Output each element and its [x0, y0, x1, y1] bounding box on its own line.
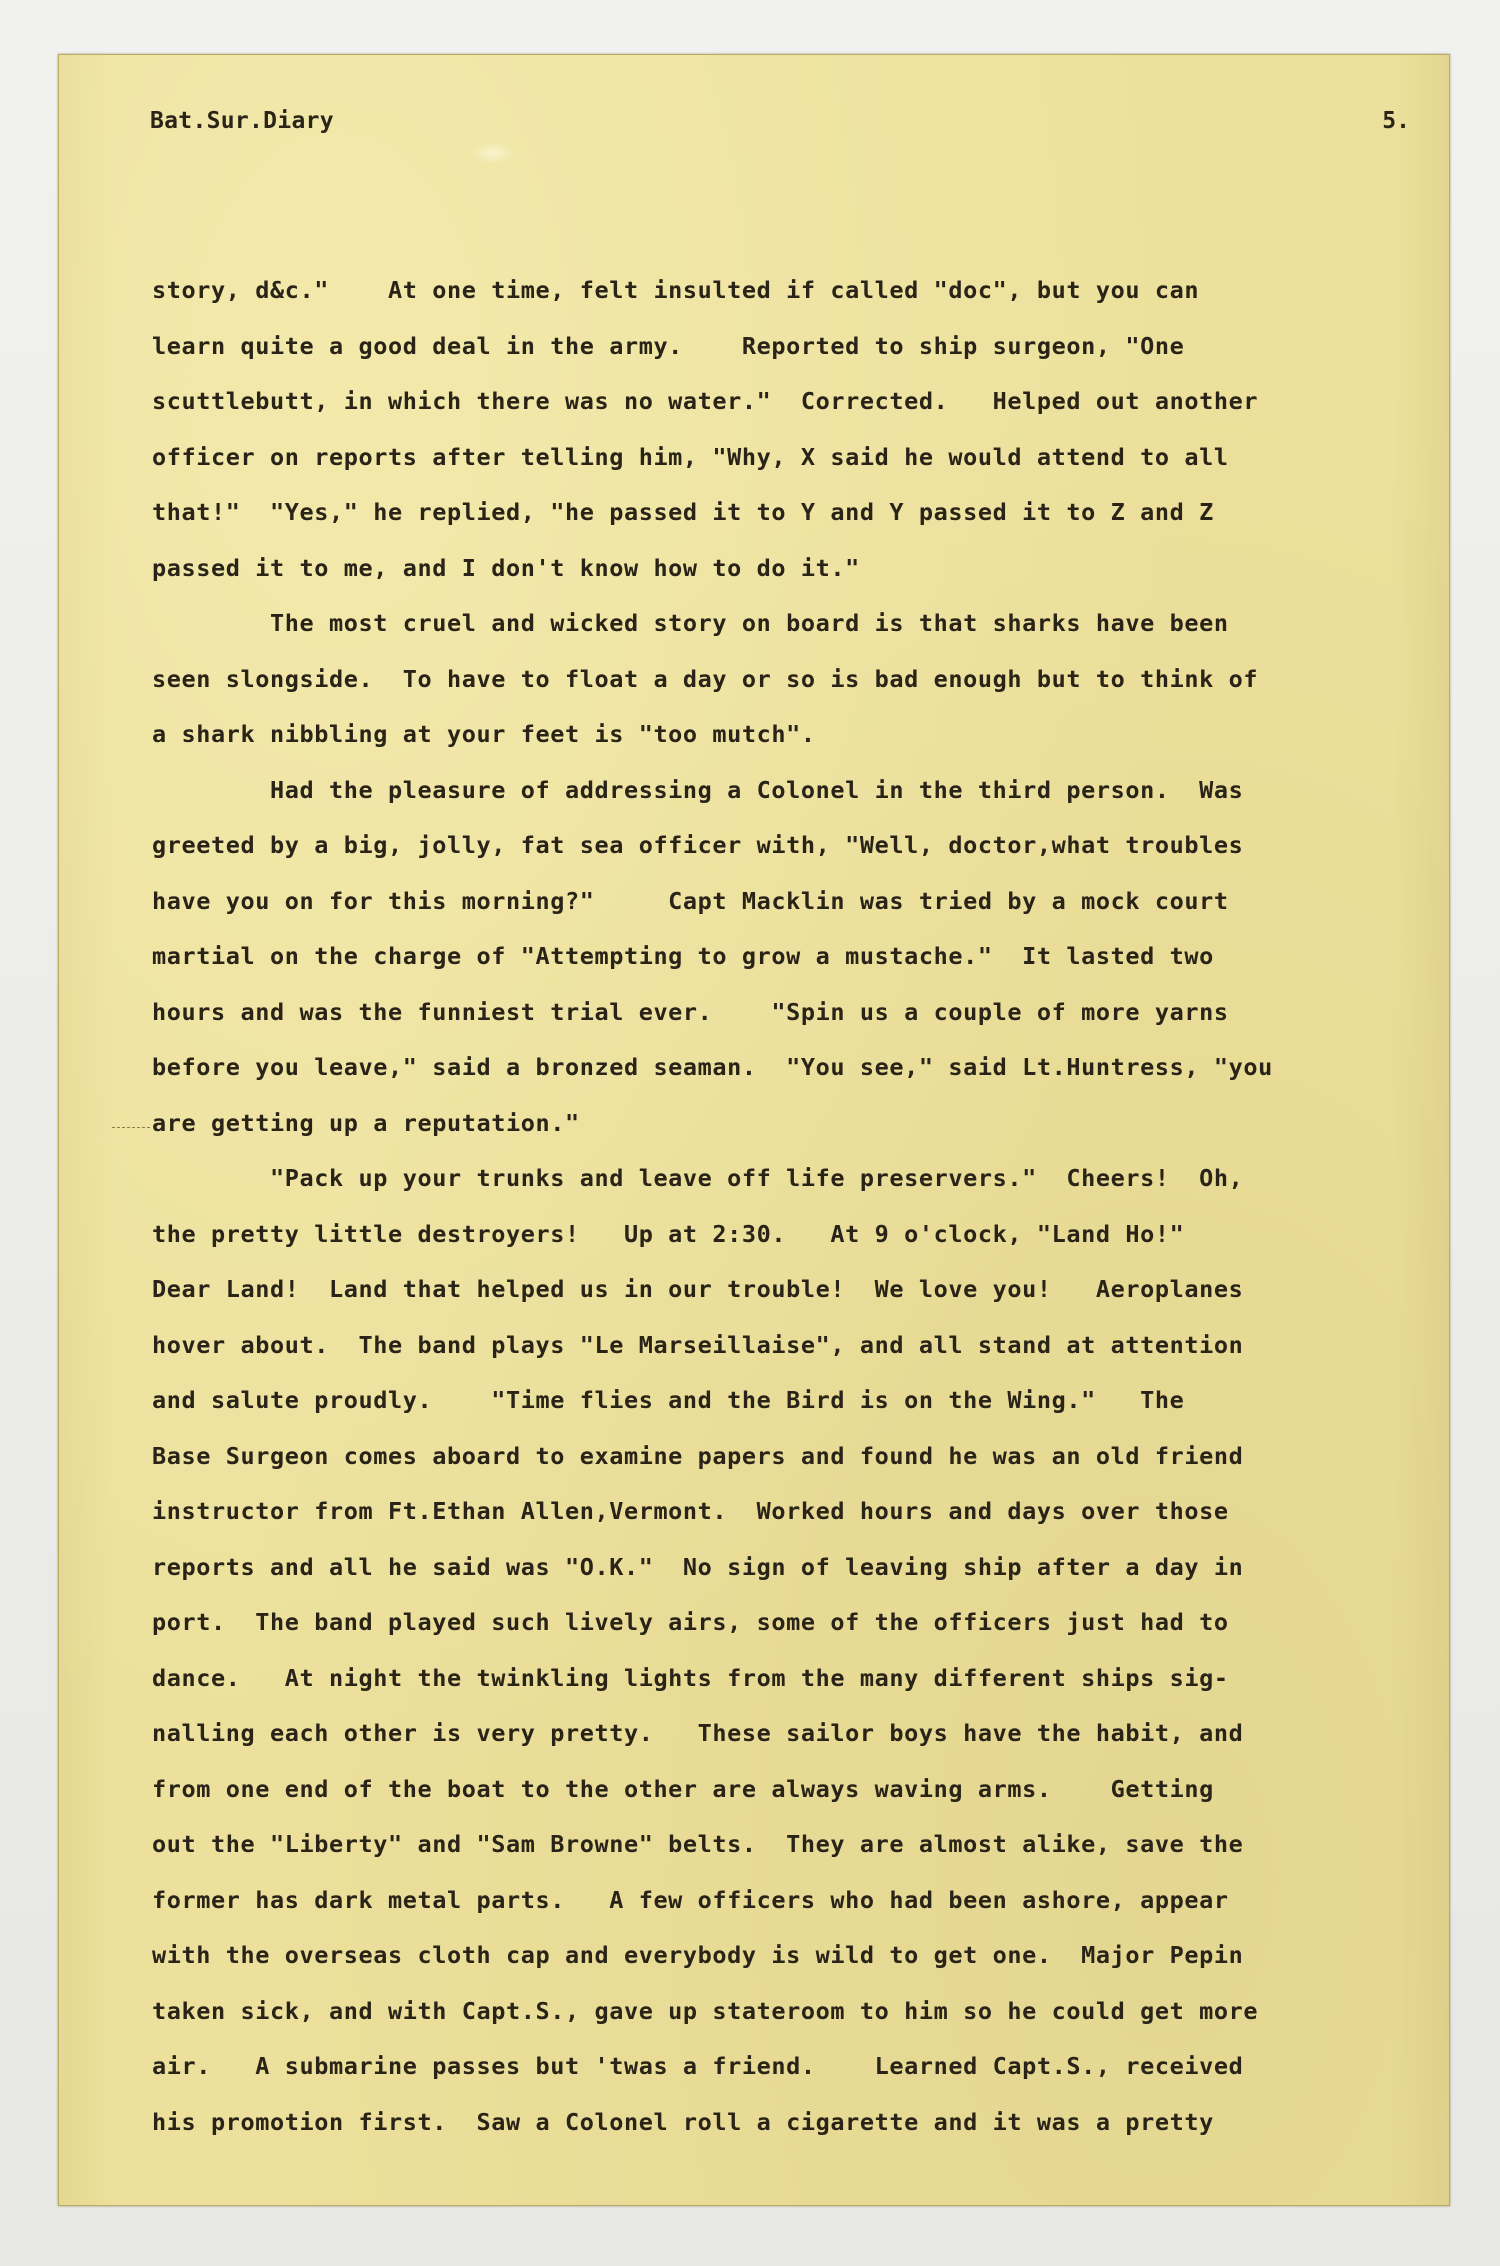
text-line: are getting up a reputation.": [152, 1108, 580, 1137]
text-line: dance. At night the twinkling lights from the many different ships sig-: [152, 1663, 1229, 1692]
text-line: Dear Land! Land that helped us in our trouble! We love you! Aeroplanes: [152, 1275, 1244, 1303]
text-line: The most cruel and wicked story on board is that sharks have been: [152, 609, 1229, 637]
text-line: learn quite a good deal in the army. Reported to ship surgeon, "One: [152, 331, 1185, 360]
text-line: with the overseas cloth cap and everybody is wild to get one. Major Pepin: [152, 1941, 1244, 1969]
text-line: scuttlebutt, in which there was no water." Corrected. Helped out another: [152, 387, 1259, 415]
page-header: [150, 108, 1410, 142]
text-line: reports and all he said was "O.K." No sign of leaving ship after a day in: [152, 1552, 1244, 1581]
text-line: that!" "Yes," he replied, "he passed it to Y and Y passed it to Z and Z: [152, 498, 1214, 526]
text-line: port. The band played such lively airs, some of the officers just had to: [152, 1608, 1229, 1636]
text-line: "Pack up your trunks and leave off life preservers." Cheers! Oh,: [152, 1164, 1244, 1192]
text-line: taken sick, and with Capt.S., gave up stateroom to him so he could get more: [152, 1996, 1259, 2025]
text-line: out the "Liberty" and "Sam Browne" belts. They are almost alike, save the: [152, 1830, 1244, 1858]
diary-body: [152, 268, 1422, 2155]
text-line: have you on for this morning?" Capt Macklin was tried by a mock court: [152, 886, 1229, 915]
text-line: a shark nibbling at your feet is "too mutch".: [152, 720, 816, 748]
text-line: greeted by a big, jolly, fat sea officer with, "Well, doctor,what troubles: [152, 831, 1244, 859]
text-line: from one end of the boat to the other are always waving arms. Getting: [152, 1774, 1214, 1803]
text-line: passed it to me, and I don't know how to do it.": [152, 553, 860, 582]
text-line: hover about. The band plays "Le Marseillaise", and all stand at attention: [152, 1330, 1244, 1359]
text-line: his promotion first. Saw a Colonel roll a cigarette and it was a pretty: [152, 2107, 1214, 2136]
text-line: story, d&c." At one time, felt insulted if called "doc", but you can: [152, 276, 1200, 304]
text-line: martial on the charge of "Attempting to grow a mustache." It lasted two: [152, 942, 1214, 970]
text-line: Had the pleasure of addressing a Colonel in the third person. Was: [152, 775, 1244, 804]
text-line: former has dark metal parts. A few officers who had been ashore, appear: [152, 1885, 1229, 1914]
text-line: instructor from Ft.Ethan Allen,Vermont. Worked hours and days over those: [152, 1497, 1229, 1525]
text-line: the pretty little destroyers! Up at 2:30. At 9 o'clock, "Land Ho!": [152, 1219, 1185, 1248]
text-line: and salute proudly. "Time flies and the Bird is on the Wing." The: [152, 1386, 1185, 1414]
text-line: before you leave," said a bronzed seaman. "You see," said Lt.Huntress, "you: [152, 1053, 1273, 1081]
text-line: air. A submarine passes but 'twas a friend. Learned Capt.S., received: [152, 2052, 1244, 2080]
text-line: nalling each other is very pretty. These sailor boys have the habit, and: [152, 1719, 1244, 1747]
text-line: Base Surgeon comes aboard to examine papers and found he was an old friend: [152, 1441, 1244, 1470]
text-line: hours and was the funniest trial ever. "Spin us a couple of more yarns: [152, 997, 1229, 1026]
paper-stain: [470, 142, 516, 164]
page-number: 5.: [1382, 108, 1410, 134]
text-line: officer on reports after telling him, "Why, X said he would attend to all: [152, 442, 1229, 471]
text-line: seen slongside. To have to float a day or so is bad enough but to think of: [152, 664, 1259, 693]
document-title: Bat.Sur.Diary: [150, 108, 334, 134]
margin-mark: [112, 1127, 150, 1129]
